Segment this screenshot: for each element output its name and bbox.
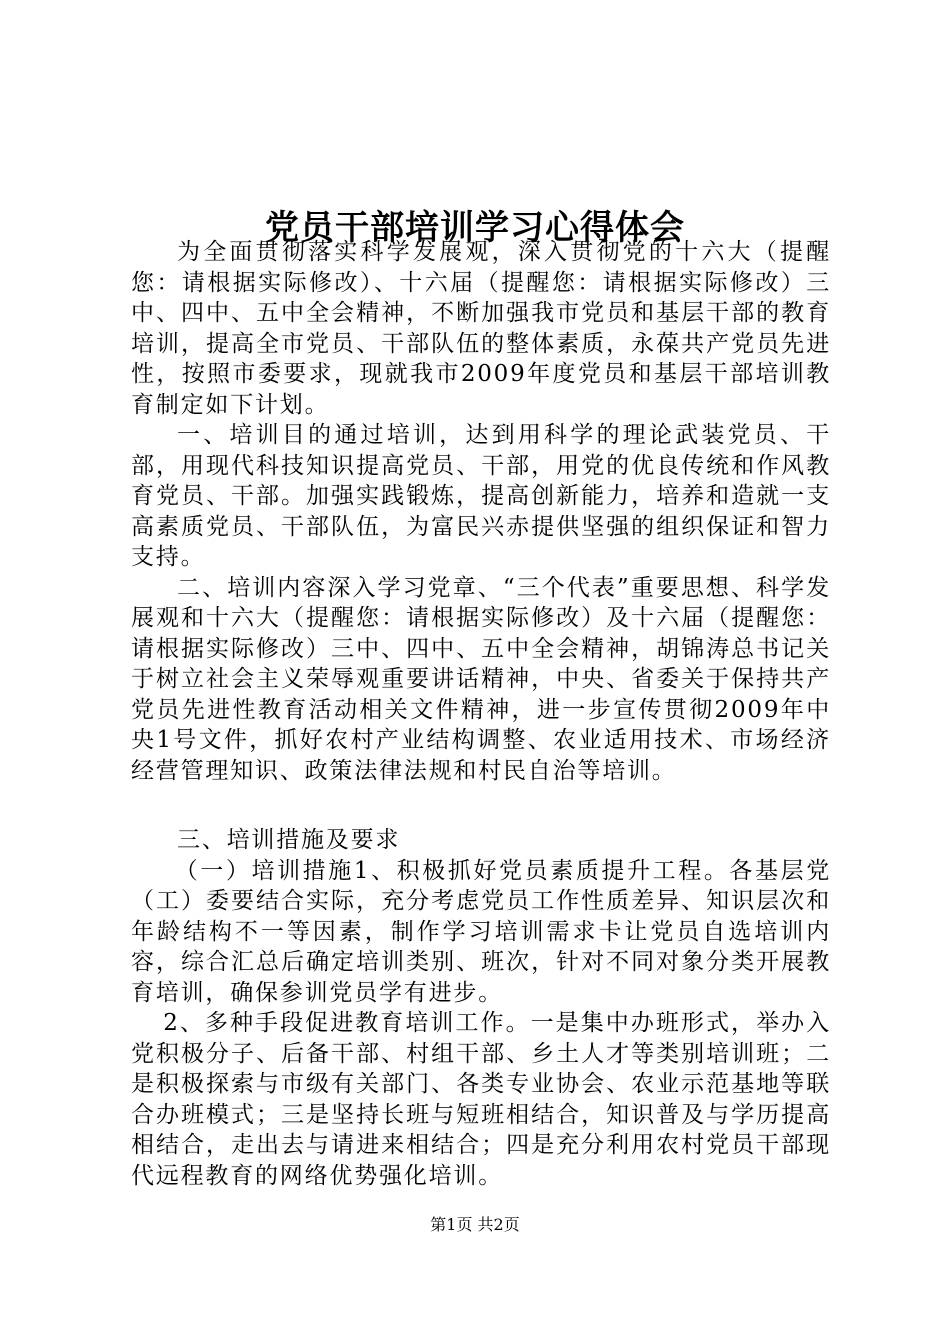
paragraph-measures-2: 2、多种手段促进教育培训工作。一是集中办班形式，举办入党积极分子、后备干部、村组干部、乡土人才等类别培训班；二是积极探索与市级有关部门、各类专业协会、农业示范基地等联合办班模式；三是坚持长班与短班相结合，知识普及与学历提高相结合，走出去与请进来相结合；四是充分利用农村党员干部现代远程教育的网络优势强化培训。 xyxy=(131,1010,831,1189)
section-heading-measures: 三、培训措施及要求 xyxy=(177,827,401,853)
document-title: 党员干部培训学习心得体会 xyxy=(265,207,685,248)
paragraph-training-content: 二、培训内容深入学习党章、“三个代表”重要思想、科学发展观和十六大（提醒您：请根据实际修改）及十六届（提醒您：请根据实际修改）三中、四中、五中全会精神，胡锦涛总书记关于树立社会主义荣辱观重要讲话精神，中央、省委关于保持共产党员先进性教育活动相关文件精神，进一步宣传贯彻2009年中央1号文件，抓好农村产业结构调整、农业适用技术、市场经济经营管理知识、政策法律法规和村民自治等培训。 xyxy=(131,574,831,784)
document-body xyxy=(131,237,831,1191)
paragraph-intro: 为全面贯彻落实科学发展观，深入贯彻党的十六大（提醒您：请根据实际修改）、十六届（提醒您：请根据实际修改）三中、四中、五中全会精神，不断加强我市党员和基层干部的教育培训，提高全市党员、干部队伍的整体素质，永葆共产党员先进性，按照市委要求，现就我市2009年度党员和基层干部培训教育制定如下计划。 xyxy=(131,239,831,418)
paragraph-measures-1: （一）培训措施1、积极抓好党员素质提升工程。各基层党（工）委要结合实际，充分考虑党员工作性质差异、知识层次和年龄结构不一等因素，制作学习培训需求卡让党员自选培训内容，综合汇总后确定培训类别、班次，针对不同对象分类开展教育培训，确保参训党员学有进步。 xyxy=(131,857,831,1006)
page-number-footer: 第1页 共2页 xyxy=(430,1215,520,1234)
paragraph-training-purpose: 一、培训目的通过培训，达到用科学的理论武装党员、干部，用现代科技知识提高党员、干部，用党的优良传统和作风教育党员、干部。加强实践锻炼，提高创新能力，培养和造就一支高素质党员、干部队伍，为富民兴赤提供坚强的组织保证和智力支持。 xyxy=(131,422,831,570)
